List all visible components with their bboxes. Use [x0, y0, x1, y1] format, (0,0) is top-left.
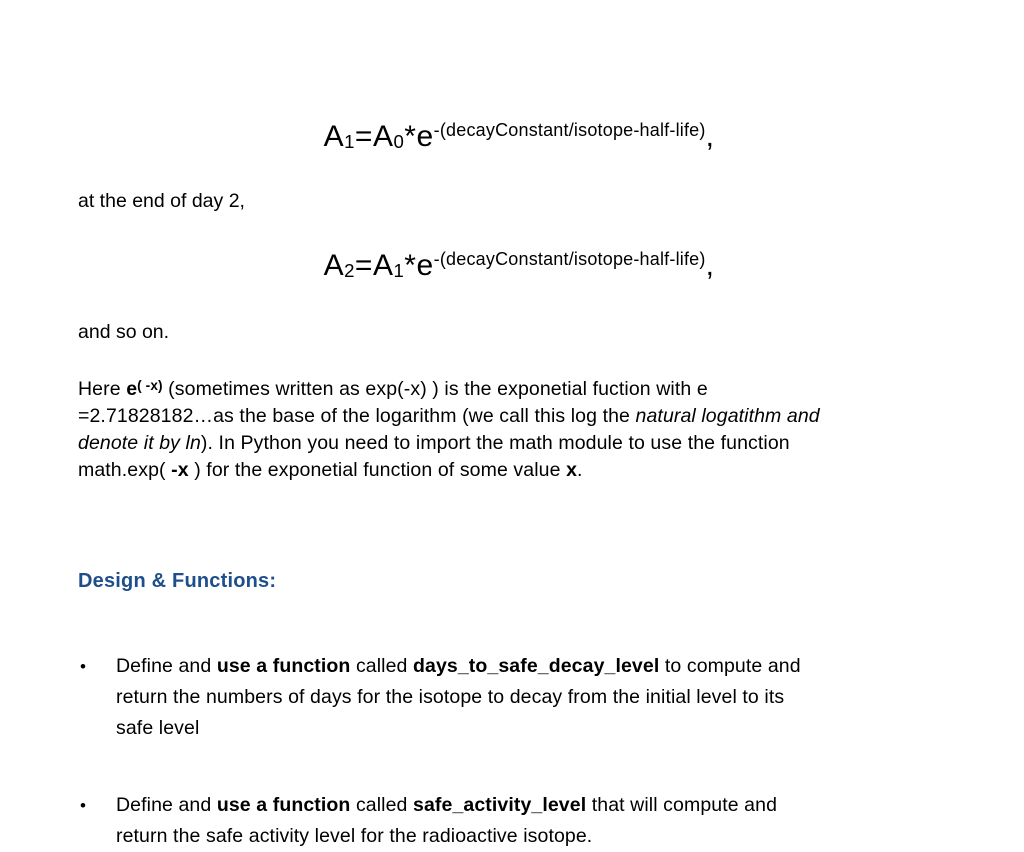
exponential-explanation-paragraph: Here $e^{( -x)}$ (sometimes written as exp(-x) ) is the exponetial fuction with e =2.71828182…as the base of the logarithm (we call this log the natural logatithm and denote it by ln). In Python you need to import the math module to use the function math.exp( -x ) for the exponetial function of some value x. [78, 378, 820, 482]
bullet-icon: • [80, 657, 87, 677]
bullet-item-days-to-safe-decay-level [78, 651, 960, 744]
bullet-text-days-to-safe-decay-level: Define and use a function called days_to_safe_decay_level to compute and return the numbers of days for the isotope to decay from the initial level to its safe level [116, 655, 801, 740]
decay-formula-day1: $A1=A0*e^{-(decayConstant/isotope-half-life)}$, [323, 119, 715, 153]
decay-formula-day2: $A2=A1*e^{-(decayConstant/isotope-half-life)}$, [323, 249, 715, 282]
bullet-item-safe-activity-level [78, 790, 960, 852]
bullet-text-safe-activity-level: Define and use a function called safe_activity_level that will compute and return the safe activity level for the radioactive isotope. [116, 794, 778, 848]
bullet-icon: • [80, 796, 87, 816]
design-functions-heading: Design & Functions: [78, 570, 277, 593]
text-and-so-on: and so on. [78, 321, 170, 344]
text-at-end-of-day-2: at the end of day 2, [78, 190, 245, 213]
